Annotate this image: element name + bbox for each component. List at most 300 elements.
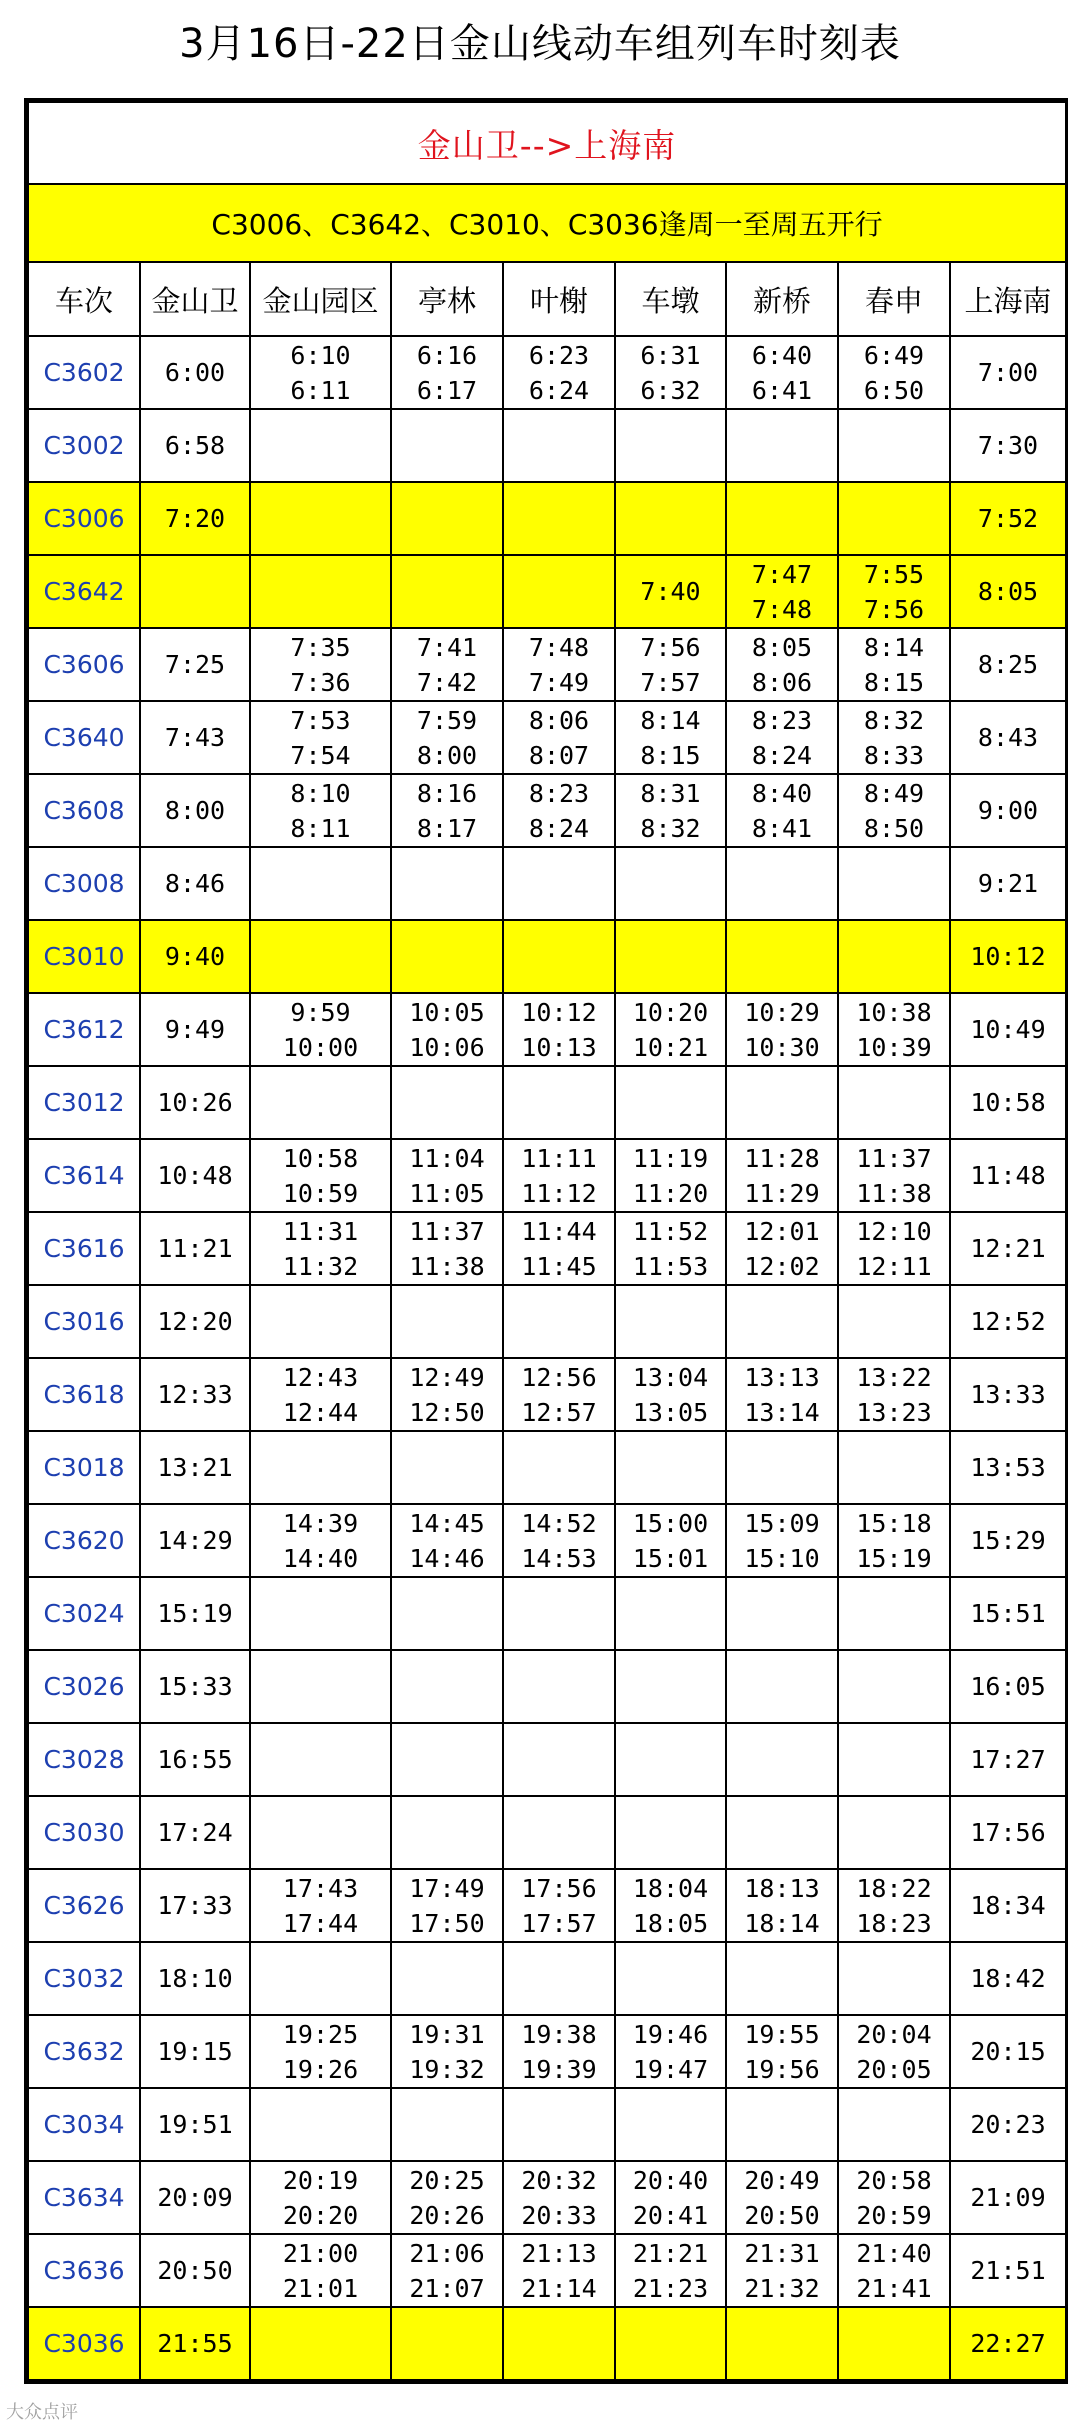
station-time xyxy=(503,1431,615,1504)
train-number: C3626 xyxy=(28,1869,140,1942)
column-header: 金山园区 xyxy=(250,262,391,336)
departure-time: 13:05 xyxy=(632,1397,709,1427)
station-time: 12:20 xyxy=(140,1285,250,1358)
station-time xyxy=(615,2234,726,2307)
departure-time: 19:32 xyxy=(409,2054,485,2084)
station-time: 6:00 xyxy=(140,336,250,409)
station-time: 10:26 xyxy=(140,1066,250,1139)
station-time xyxy=(391,1212,503,1285)
station-time xyxy=(838,628,950,701)
column-header: 叶榭 xyxy=(503,262,615,336)
station-time xyxy=(391,2307,503,2380)
station-time xyxy=(250,1869,391,1942)
station-time xyxy=(838,1723,950,1796)
train-number: C3606 xyxy=(28,628,140,701)
page-title: 3月16日-22日金山线动车组列车时刻表 xyxy=(179,21,901,67)
train-number: C3002 xyxy=(28,409,140,482)
departure-time: 20:20 xyxy=(282,2200,359,2230)
station-time: 14:29 xyxy=(140,1504,250,1577)
station-time xyxy=(838,555,950,628)
departure-time: 10:39 xyxy=(856,1032,932,1062)
station-time: 18:42 xyxy=(950,1942,1066,2015)
station-time xyxy=(726,409,838,482)
departure-time: 11:12 xyxy=(521,1178,597,1208)
station-time xyxy=(726,555,838,628)
station-time xyxy=(391,1723,503,1796)
station-time xyxy=(838,1504,950,1577)
station-time xyxy=(726,2234,838,2307)
station-time xyxy=(391,993,503,1066)
station-time: 8:46 xyxy=(140,847,250,920)
station-time xyxy=(615,920,726,993)
arrival-time: 11:19 xyxy=(632,1143,709,1173)
arrival-time: 6:23 xyxy=(528,340,590,370)
station-time: 7:00 xyxy=(950,336,1066,409)
train-number: C3026 xyxy=(28,1650,140,1723)
arrival-time: 7:35 xyxy=(290,632,351,662)
train-row xyxy=(28,409,1066,482)
departure-time: 7:42 xyxy=(416,667,478,697)
station-time xyxy=(250,1066,391,1139)
station-time: 15:19 xyxy=(140,1577,250,1650)
departure-time: 15:19 xyxy=(856,1543,932,1573)
station-time xyxy=(250,2088,391,2161)
station-time xyxy=(250,701,391,774)
station-time xyxy=(391,1650,503,1723)
station-time: 10:48 xyxy=(140,1139,250,1212)
station-time xyxy=(391,2161,503,2234)
departure-time: 12:50 xyxy=(409,1397,485,1427)
station-time xyxy=(615,1723,726,1796)
watermark: 大众点评 xyxy=(6,2402,78,2423)
arrival-time: 20:40 xyxy=(632,2165,709,2195)
station-time xyxy=(503,1066,615,1139)
train-row xyxy=(28,1431,1066,1504)
station-time xyxy=(250,774,391,847)
train-row xyxy=(28,993,1066,1066)
column-header: 春申 xyxy=(838,262,950,336)
train-number: C3010 xyxy=(28,920,140,993)
arrival-time: 12:43 xyxy=(282,1362,359,1392)
train-number: C3030 xyxy=(28,1796,140,1869)
departure-time: 19:26 xyxy=(282,2054,359,2084)
train-number: C3024 xyxy=(28,1577,140,1650)
departure-time: 11:38 xyxy=(856,1178,932,1208)
train-number: C3608 xyxy=(28,774,140,847)
arrival-time: 11:28 xyxy=(744,1143,820,1173)
train-row xyxy=(28,1285,1066,1358)
departure-time: 20:33 xyxy=(521,2200,597,2230)
timetable xyxy=(27,101,1067,2381)
arrival-time: 7:55 xyxy=(863,559,925,589)
arrival-time: 15:09 xyxy=(744,1508,820,1538)
departure-time: 8:24 xyxy=(751,740,813,770)
station-time xyxy=(726,847,838,920)
arrival-time: 7:59 xyxy=(416,705,478,735)
station-time xyxy=(726,1577,838,1650)
station-time: 10:49 xyxy=(950,993,1066,1066)
departure-time: 6:24 xyxy=(528,375,590,405)
station-time: 17:56 xyxy=(950,1796,1066,1869)
arrival-time: 7:53 xyxy=(290,705,351,735)
train-row xyxy=(28,1577,1066,1650)
train-row xyxy=(28,2088,1066,2161)
station-time xyxy=(391,1577,503,1650)
station-time xyxy=(391,1285,503,1358)
departure-time: 7:57 xyxy=(640,667,701,697)
station-time xyxy=(250,2161,391,2234)
arrival-time: 15:00 xyxy=(632,1508,709,1538)
train-number: C3034 xyxy=(28,2088,140,2161)
station-time xyxy=(503,409,615,482)
column-header: 车次 xyxy=(28,262,140,336)
arrival-time: 10:12 xyxy=(521,997,597,1027)
departure-time: 8:50 xyxy=(863,813,925,843)
station-time xyxy=(838,920,950,993)
train-number: C3632 xyxy=(28,2015,140,2088)
departure-time: 21:32 xyxy=(744,2273,820,2303)
station-time xyxy=(503,1650,615,1723)
station-time xyxy=(250,555,391,628)
station-time xyxy=(250,628,391,701)
station-time xyxy=(838,2015,950,2088)
train-row xyxy=(28,2161,1066,2234)
station-time xyxy=(503,628,615,701)
station-time xyxy=(250,920,391,993)
arrival-time: 20:49 xyxy=(744,2165,820,2195)
arrival-time: 11:37 xyxy=(409,1216,485,1246)
station-time xyxy=(391,555,503,628)
station-time xyxy=(838,701,950,774)
station-time xyxy=(250,482,391,555)
departure-time: 10:00 xyxy=(282,1032,359,1062)
train-row xyxy=(28,701,1066,774)
station-time xyxy=(391,628,503,701)
arrival-time: 11:04 xyxy=(409,1143,485,1173)
station-time xyxy=(503,2088,615,2161)
departure-time: 6:50 xyxy=(863,375,925,405)
station-time xyxy=(726,336,838,409)
departure-time: 8:17 xyxy=(416,813,478,843)
station-time xyxy=(838,993,950,1066)
station-time xyxy=(615,1066,726,1139)
station-time xyxy=(838,482,950,555)
station-time xyxy=(250,1723,391,1796)
arrival-time: 21:21 xyxy=(632,2238,709,2268)
station-time xyxy=(503,1285,615,1358)
station-time: 20:23 xyxy=(950,2088,1066,2161)
station-time xyxy=(503,1942,615,2015)
station-time xyxy=(391,336,503,409)
station-time xyxy=(726,1869,838,1942)
station-time: 6:58 xyxy=(140,409,250,482)
train-row xyxy=(28,2015,1066,2088)
arrival-time: 18:22 xyxy=(856,1873,932,1903)
station-time: 20:50 xyxy=(140,2234,250,2307)
train-row xyxy=(28,555,1066,628)
arrival-time: 7:41 xyxy=(416,632,478,662)
departure-time: 11:05 xyxy=(409,1178,485,1208)
arrival-time: 21:31 xyxy=(744,2238,820,2268)
arrival-time: 6:16 xyxy=(416,340,478,370)
departure-time: 14:53 xyxy=(521,1543,597,1573)
station-time xyxy=(503,1358,615,1431)
departure-time: 10:21 xyxy=(632,1032,709,1062)
station-time: 9:40 xyxy=(140,920,250,993)
station-time xyxy=(391,1869,503,1942)
station-time xyxy=(726,482,838,555)
station-time xyxy=(615,847,726,920)
station-time: 13:33 xyxy=(950,1358,1066,1431)
station-time xyxy=(838,1942,950,2015)
column-header: 新桥 xyxy=(726,262,838,336)
station-time: 18:34 xyxy=(950,1869,1066,1942)
station-time xyxy=(838,1212,950,1285)
station-time xyxy=(838,1139,950,1212)
station-time xyxy=(391,1942,503,2015)
station-time xyxy=(503,2161,615,2234)
station-time xyxy=(391,409,503,482)
station-time xyxy=(250,1650,391,1723)
departure-time: 19:47 xyxy=(632,2054,709,2084)
departure-time: 15:10 xyxy=(744,1543,820,1573)
train-number: C3036 xyxy=(28,2307,140,2380)
train-number: C3006 xyxy=(28,482,140,555)
station-time xyxy=(250,2015,391,2088)
departure-time: 7:54 xyxy=(290,740,351,770)
station-time xyxy=(726,1723,838,1796)
station-time xyxy=(250,1285,391,1358)
arrival-time: 6:40 xyxy=(751,340,813,370)
station-time xyxy=(615,2161,726,2234)
arrival-time: 12:56 xyxy=(521,1362,597,1392)
station-time xyxy=(503,1577,615,1650)
arrival-time: 19:55 xyxy=(744,2019,820,2049)
station-time: 19:15 xyxy=(140,2015,250,2088)
arrival-time: 13:04 xyxy=(632,1362,709,1392)
station-time xyxy=(250,993,391,1066)
station-time: 8:43 xyxy=(950,701,1066,774)
station-time xyxy=(503,2234,615,2307)
arrival-time: 8:49 xyxy=(863,778,925,808)
departure-time: 20:05 xyxy=(856,2054,932,2084)
station-time xyxy=(726,920,838,993)
station-time xyxy=(726,1212,838,1285)
station-time xyxy=(391,701,503,774)
departure-time: 11:29 xyxy=(744,1178,820,1208)
station-time xyxy=(391,847,503,920)
arrival-time: 8:23 xyxy=(751,705,813,735)
service-note: C3006、C3642、C3010、C3036逢周一至周五开行 xyxy=(28,184,1066,262)
arrival-time: 21:06 xyxy=(409,2238,485,2268)
column-header: 上海南 xyxy=(950,262,1066,336)
station-time xyxy=(391,482,503,555)
arrival-time: 11:52 xyxy=(632,1216,709,1246)
arrival-time: 11:11 xyxy=(521,1143,597,1173)
station-time xyxy=(391,1504,503,1577)
station-time xyxy=(250,1358,391,1431)
station-time: 7:52 xyxy=(950,482,1066,555)
train-row xyxy=(28,1723,1066,1796)
train-row xyxy=(28,1869,1066,1942)
station-time xyxy=(838,2161,950,2234)
station-time xyxy=(615,1796,726,1869)
train-row xyxy=(28,336,1066,409)
arrival-time: 20:04 xyxy=(856,2019,932,2049)
departure-time: 11:53 xyxy=(632,1251,709,1281)
station-time xyxy=(838,409,950,482)
departure-time: 7:56 xyxy=(863,594,925,624)
departure-time: 8:00 xyxy=(416,740,478,770)
departure-time: 10:59 xyxy=(282,1178,359,1208)
departure-time: 11:45 xyxy=(521,1251,597,1281)
station-time xyxy=(838,1431,950,1504)
arrival-time: 14:39 xyxy=(282,1508,359,1538)
departure-time: 7:49 xyxy=(528,667,590,697)
station-time xyxy=(615,628,726,701)
station-time: 15:51 xyxy=(950,1577,1066,1650)
arrival-time: 17:43 xyxy=(282,1873,359,1903)
station-time xyxy=(726,1504,838,1577)
train-row xyxy=(28,628,1066,701)
station-time: 18:10 xyxy=(140,1942,250,2015)
arrival-time: 19:25 xyxy=(282,2019,359,2049)
train-number: C3602 xyxy=(28,336,140,409)
station-time xyxy=(838,336,950,409)
departure-time: 20:50 xyxy=(744,2200,820,2230)
departure-time: 17:44 xyxy=(282,1908,359,1938)
arrival-time: 17:49 xyxy=(409,1873,485,1903)
station-time xyxy=(726,1650,838,1723)
station-time: 16:05 xyxy=(950,1650,1066,1723)
station-time xyxy=(250,1212,391,1285)
station-time xyxy=(615,1285,726,1358)
station-time xyxy=(726,628,838,701)
arrival-time: 14:45 xyxy=(409,1508,485,1538)
arrival-time: 11:44 xyxy=(521,1216,597,1246)
station-time: 7:30 xyxy=(950,409,1066,482)
station-time xyxy=(391,774,503,847)
station-time xyxy=(140,555,250,628)
station-time xyxy=(615,1139,726,1212)
station-time xyxy=(250,1504,391,1577)
station-time xyxy=(726,993,838,1066)
station-time xyxy=(503,1504,615,1577)
station-time xyxy=(726,774,838,847)
arrival-time: 8:05 xyxy=(751,632,813,662)
arrival-time: 10:38 xyxy=(856,997,932,1027)
station-time: 7:43 xyxy=(140,701,250,774)
station-time xyxy=(726,1796,838,1869)
station-time xyxy=(838,774,950,847)
train-row xyxy=(28,1139,1066,1212)
station-time: 13:53 xyxy=(950,1431,1066,1504)
station-time xyxy=(615,701,726,774)
train-number: C3032 xyxy=(28,1942,140,2015)
station-time: 12:52 xyxy=(950,1285,1066,1358)
arrival-time: 20:32 xyxy=(521,2165,597,2195)
station-time xyxy=(838,1577,950,1650)
station-time xyxy=(503,1723,615,1796)
station-time xyxy=(250,409,391,482)
departure-time: 8:24 xyxy=(528,813,590,843)
departure-time: 12:57 xyxy=(521,1397,597,1427)
station-time xyxy=(615,409,726,482)
train-number: C3016 xyxy=(28,1285,140,1358)
station-time xyxy=(503,1212,615,1285)
train-number: C3642 xyxy=(28,555,140,628)
station-time: 10:12 xyxy=(950,920,1066,993)
arrival-time: 8:14 xyxy=(640,705,701,735)
arrival-time: 17:56 xyxy=(521,1873,597,1903)
station-time xyxy=(615,2088,726,2161)
station-time xyxy=(503,336,615,409)
arrival-time: 21:00 xyxy=(282,2238,359,2268)
arrival-time: 10:20 xyxy=(632,997,709,1027)
arrival-time: 8:40 xyxy=(751,778,813,808)
train-row xyxy=(28,2307,1066,2380)
station-time xyxy=(615,482,726,555)
train-row xyxy=(28,1796,1066,1869)
departure-time: 20:26 xyxy=(409,2200,485,2230)
train-number: C3614 xyxy=(28,1139,140,1212)
arrival-time: 21:13 xyxy=(521,2238,597,2268)
arrival-time: 8:10 xyxy=(290,778,351,808)
station-time xyxy=(615,1650,726,1723)
arrival-time: 8:06 xyxy=(528,705,590,735)
station-time xyxy=(391,1066,503,1139)
station-time xyxy=(250,1139,391,1212)
departure-time: 11:20 xyxy=(632,1178,709,1208)
station-time xyxy=(615,1504,726,1577)
station-time xyxy=(503,482,615,555)
arrival-time: 11:37 xyxy=(856,1143,932,1173)
departure-time: 21:23 xyxy=(632,2273,709,2303)
departure-time: 18:23 xyxy=(856,1908,932,1938)
arrival-time: 8:23 xyxy=(528,778,590,808)
station-time: 9:21 xyxy=(950,847,1066,920)
arrival-time: 7:56 xyxy=(640,632,701,662)
station-time xyxy=(503,1869,615,1942)
departure-time: 6:11 xyxy=(290,375,351,405)
departure-time: 17:57 xyxy=(521,1908,597,1938)
station-time xyxy=(250,2307,391,2380)
station-time: 11:48 xyxy=(950,1139,1066,1212)
timetable-sheet xyxy=(24,98,1068,2384)
departure-time: 21:14 xyxy=(521,2273,597,2303)
departure-time: 8:32 xyxy=(640,813,701,843)
train-row xyxy=(28,774,1066,847)
station-time xyxy=(615,1358,726,1431)
station-time: 10:58 xyxy=(950,1066,1066,1139)
station-time xyxy=(615,774,726,847)
station-time xyxy=(503,1139,615,1212)
arrival-time: 7:47 xyxy=(751,559,813,589)
arrival-time: 15:18 xyxy=(856,1508,932,1538)
departure-time: 8:06 xyxy=(751,667,813,697)
departure-time: 8:41 xyxy=(751,813,813,843)
station-time xyxy=(615,2307,726,2380)
arrival-time: 19:46 xyxy=(632,2019,709,2049)
arrival-time: 10:58 xyxy=(282,1143,359,1173)
arrival-time: 12:01 xyxy=(744,1216,820,1246)
departure-time: 6:17 xyxy=(416,375,478,405)
column-header: 亭林 xyxy=(391,262,503,336)
departure-time: 19:39 xyxy=(521,2054,597,2084)
departure-time: 20:41 xyxy=(632,2200,709,2230)
train-number: C3620 xyxy=(28,1504,140,1577)
arrival-time: 12:10 xyxy=(856,1216,932,1246)
